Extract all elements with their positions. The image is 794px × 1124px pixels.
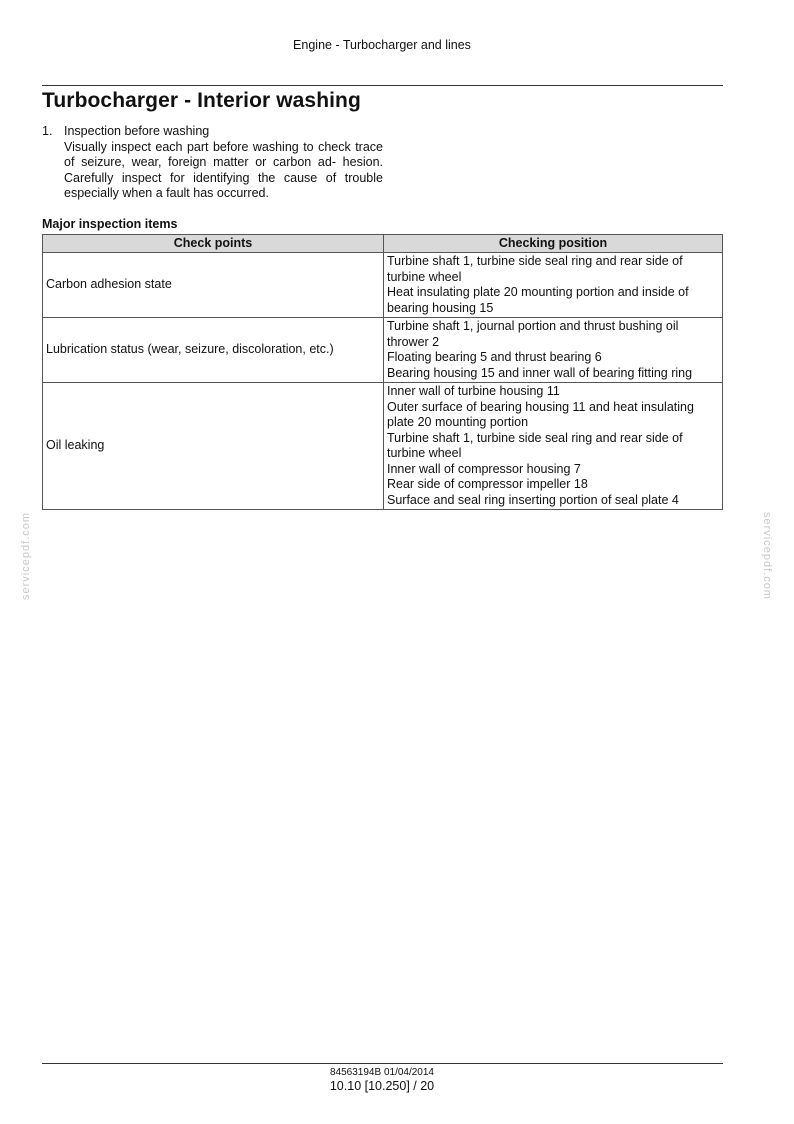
step-number: 1. bbox=[42, 124, 53, 138]
watermark-right: servicepdf.com bbox=[761, 512, 773, 600]
header-rule bbox=[42, 85, 723, 86]
position-item: Rear side of compressor impeller 18 bbox=[387, 477, 588, 491]
step-body: Visually inspect each part before washing to check trace of seizure, wear, foreign matter or carbon ad- hesion. Carefully inspect for identifying the cause of trouble especially when a fault has occurred. bbox=[64, 139, 383, 200]
watermark-left: servicepdf.com bbox=[20, 512, 32, 600]
inspection-table bbox=[42, 234, 723, 510]
position-item: Turbine shaft 1, turbine side seal ring and rear side of turbine wheel bbox=[387, 430, 683, 460]
running-header: Engine - Turbocharger and lines bbox=[293, 38, 471, 52]
position-item: Inner wall of turbine housing 11 bbox=[387, 384, 560, 398]
checking-position-cell bbox=[384, 318, 723, 383]
step-1 bbox=[42, 124, 383, 202]
page-title: Turbocharger - Interior washing bbox=[42, 89, 361, 112]
table-caption: Major inspection items bbox=[42, 217, 178, 231]
table-row bbox=[43, 318, 723, 383]
table-row bbox=[43, 253, 723, 318]
table-header-row bbox=[43, 235, 723, 253]
position-item: Bearing housing 15 and inner wall of bearing fitting ring bbox=[387, 365, 693, 380]
column-header-checking-position: Checking position bbox=[384, 235, 723, 253]
position-item: Surface and seal ring inserting portion of seal plate 4 bbox=[387, 492, 679, 507]
page-number: 10.10 [10.250] / 20 bbox=[329, 1079, 435, 1093]
position-item: Floating bearing 5 and thrust bearing 6 bbox=[387, 350, 602, 364]
position-item: Heat insulating plate 20 mounting portion and inside of bearing housing 15 bbox=[387, 285, 689, 315]
checking-position-cell bbox=[384, 383, 723, 510]
check-point-cell: Carbon adhesion state bbox=[43, 253, 384, 318]
position-item: Turbine shaft 1, journal portion and thrust bushing oil thrower 2 bbox=[387, 319, 679, 349]
checking-position-cell bbox=[384, 253, 723, 318]
footer-rule bbox=[42, 1063, 723, 1064]
table-row bbox=[43, 383, 723, 510]
step-heading: Inspection before washing bbox=[64, 124, 210, 138]
check-point-cell: Oil leaking bbox=[43, 383, 384, 510]
position-item: Turbine shaft 1, turbine side seal ring and rear side of turbine wheel bbox=[387, 254, 683, 284]
position-item: Outer surface of bearing housing 11 and heat insulating plate 20 mounting portion bbox=[387, 399, 694, 429]
check-point-cell: Lubrication status (wear, seizure, discoloration, etc.) bbox=[43, 318, 384, 383]
document-number: 84563194B 01/04/2014 bbox=[330, 1067, 434, 1078]
column-header-check-points: Check points bbox=[43, 235, 384, 253]
position-item: Inner wall of compressor housing 7 bbox=[387, 461, 581, 476]
